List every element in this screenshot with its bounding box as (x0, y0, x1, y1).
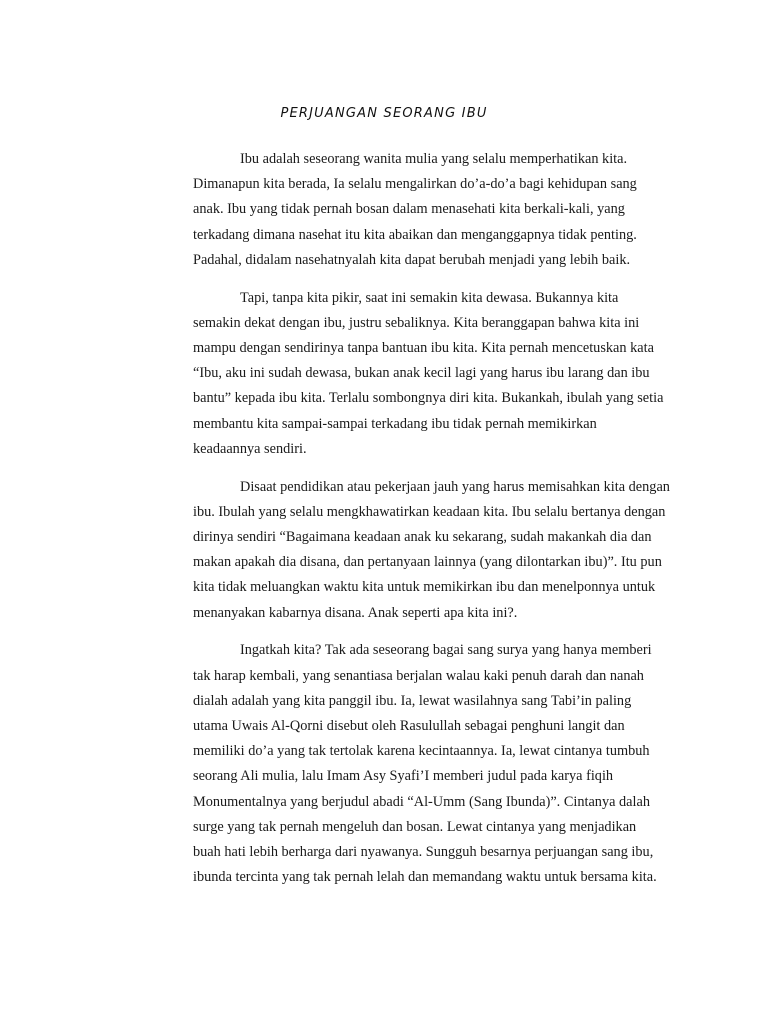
document-title: PERJUANGAN SEORANG IBU (280, 106, 488, 121)
text-line: menanyakan kabarnya disana. Anak seperti apa kita ini?. (193, 604, 518, 621)
text-line: Padahal, didalam nasehatnyalah kita dapat berubah menjadi yang lebih baik. (193, 251, 631, 268)
text-line: Ibu adalah seseorang wanita mulia yang selalu memperhatikan kita. (240, 151, 628, 167)
text-line: ibu. Ibulah yang selalu mengkhawatirkan keadaan kita. Ibu selalu bertanya dengan (193, 503, 666, 520)
text-line: Ingatkah kita? Tak ada seseorang bagai sang surya yang hanya memberi (240, 642, 652, 659)
text-line: memiliki do’a yang tak tertolak karena kecintaannya. Ia, lewat cintanya tumbuh (193, 743, 650, 760)
text-line: membantu kita sampai-sampai terkadang ibu tidak pernah memikirkan (193, 415, 597, 432)
text-line: Tapi, tanpa kita pikir, saat ini semakin kita dewasa. Bukannya kita (240, 289, 619, 306)
text-line: terkadang dimana nasehat itu kita abaikan dan menganggapnya tidak penting. (193, 226, 637, 243)
text-line: kita tidak meluangkan waktu kita untuk memikirkan ibu dan menelponnya untuk (193, 579, 656, 596)
text-line: makan apakah dia disana, dan pertanyaan lainnya (yang dilontarkan ibu)”. Itu pun (193, 554, 662, 571)
text-line: keadaannya sendiri. (193, 440, 307, 457)
text-line: anak. Ibu yang tidak pernah bosan dalam menasehati kita berkali-kali, yang (193, 201, 625, 218)
paragraph-4 (146, 638, 666, 890)
text-line: utama Uwais Al-Qorni disebut oleh Rasulullah sebagai penghuni langit dan (193, 718, 625, 735)
text-line: semakin dekat dengan ibu, justru sebaliknya. Kita beranggapan bahwa kita ini (193, 314, 640, 331)
text-line: ibunda tercinta yang tak pernah lelah dan memandang waktu untuk bersama kita. (193, 869, 657, 886)
text-line: Monumentalnya yang berjudul abadi “Al-Umm (Sang Ibunda)”. Cintanya dalah (193, 793, 650, 810)
text-line: bantu” kepada ibu kita. Terlalu sombongnya diri kita. Bukankah, ibulah yang setia (193, 390, 664, 407)
paragraph-1 (146, 147, 666, 273)
paragraph-3 (146, 475, 670, 626)
text-line: “Ibu, aku ini sudah dewasa, bukan anak kecil lagi yang harus ibu larang dan ibu (193, 365, 650, 382)
text-line: dialah adalah yang kita panggil ibu. Ia, lewat wasilahnya sang Tabi’in paling (193, 692, 632, 709)
text-line: dirinya sendiri “Bagaimana keadaan anak ku sekarang, sudah makankah dia dan (193, 529, 652, 546)
text-line: mampu dengan sendirinya tanpa bantuan ibu kita. Kita pernah mencetuskan kata (193, 340, 654, 357)
text-line: tak harap kembali, yang senantiasa berjalan walau kaki penuh darah dan nanah (193, 667, 644, 684)
text-line: Disaat pendidikan atau pekerjaan jauh yang harus memisahkan kita dengan (240, 478, 670, 495)
document-body (146, 147, 670, 903)
text-line: surge yang tak pernah mengeluh dan bosan. Lewat cintanya yang menjadikan (193, 818, 637, 835)
text-line: buah hati lebih berharga dari nyawanya. Sungguh besarnya perjuangan sang ibu, (193, 844, 654, 861)
text-line: Dimanapun kita berada, Ia selalu mengalirkan do’a-do’a bagi kehidupan sang (193, 176, 637, 193)
paragraph-2 (146, 286, 666, 462)
text-line: seorang Ali mulia, lalu Imam Asy Syafi’I memberi judul pada karya fiqih (193, 768, 614, 785)
